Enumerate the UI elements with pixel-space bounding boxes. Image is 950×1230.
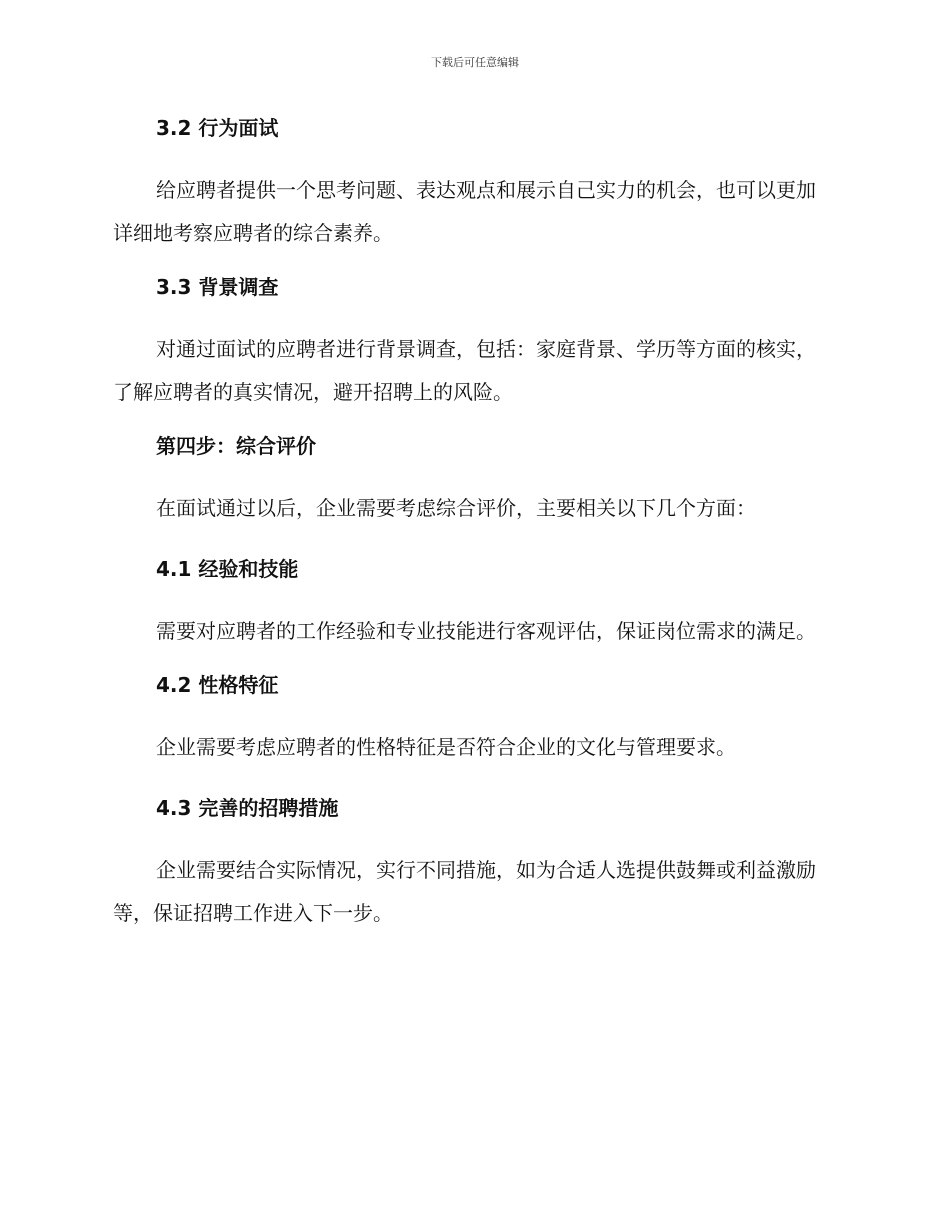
- paragraph-behavioral-interview: 给应聘者提供一个思考问题、表达观点和展示自己实力的机会，也可以更加详细地考察应聘者的综合素养。: [113, 178, 816, 245]
- paragraph-recruitment-measures: 企业需要结合实际情况，实行不同措施，如为合适人选提供鼓舞或利益激励等，保证招聘工作进入下一步。: [113, 858, 816, 925]
- section-heading-4-1: 4.1 经验和技能: [156, 557, 299, 581]
- paragraph-comprehensive-evaluation: 在面试通过以后，企业需要考虑综合评价，主要相关以下几个方面：: [156, 496, 756, 520]
- paragraph-background-check: 对通过面试的应聘者进行背景调查，包括：家庭背景、学历等方面的核实，了解应聘者的真实情况，避开招聘上的风险。: [113, 337, 816, 404]
- paragraph-experience-skills: 需要对应聘者的工作经验和专业技能进行客观评估，保证岗位需求的满足。: [156, 619, 816, 643]
- header-note: 下载后可任意编辑: [431, 56, 519, 69]
- section-heading-3-2: 3.2 行为面试: [156, 116, 279, 140]
- section-heading-4-3: 4.3 完善的招聘措施: [156, 796, 339, 820]
- section-heading-4-2: 4.2 性格特征: [156, 673, 279, 697]
- section-heading-3-3: 3.3 背景调查: [156, 275, 279, 299]
- section-heading-step-4: 第四步：综合评价: [156, 434, 316, 458]
- paragraph-personality: 企业需要考虑应聘者的性格特征是否符合企业的文化与管理要求。: [156, 735, 736, 759]
- document-body: [113, 112, 833, 951]
